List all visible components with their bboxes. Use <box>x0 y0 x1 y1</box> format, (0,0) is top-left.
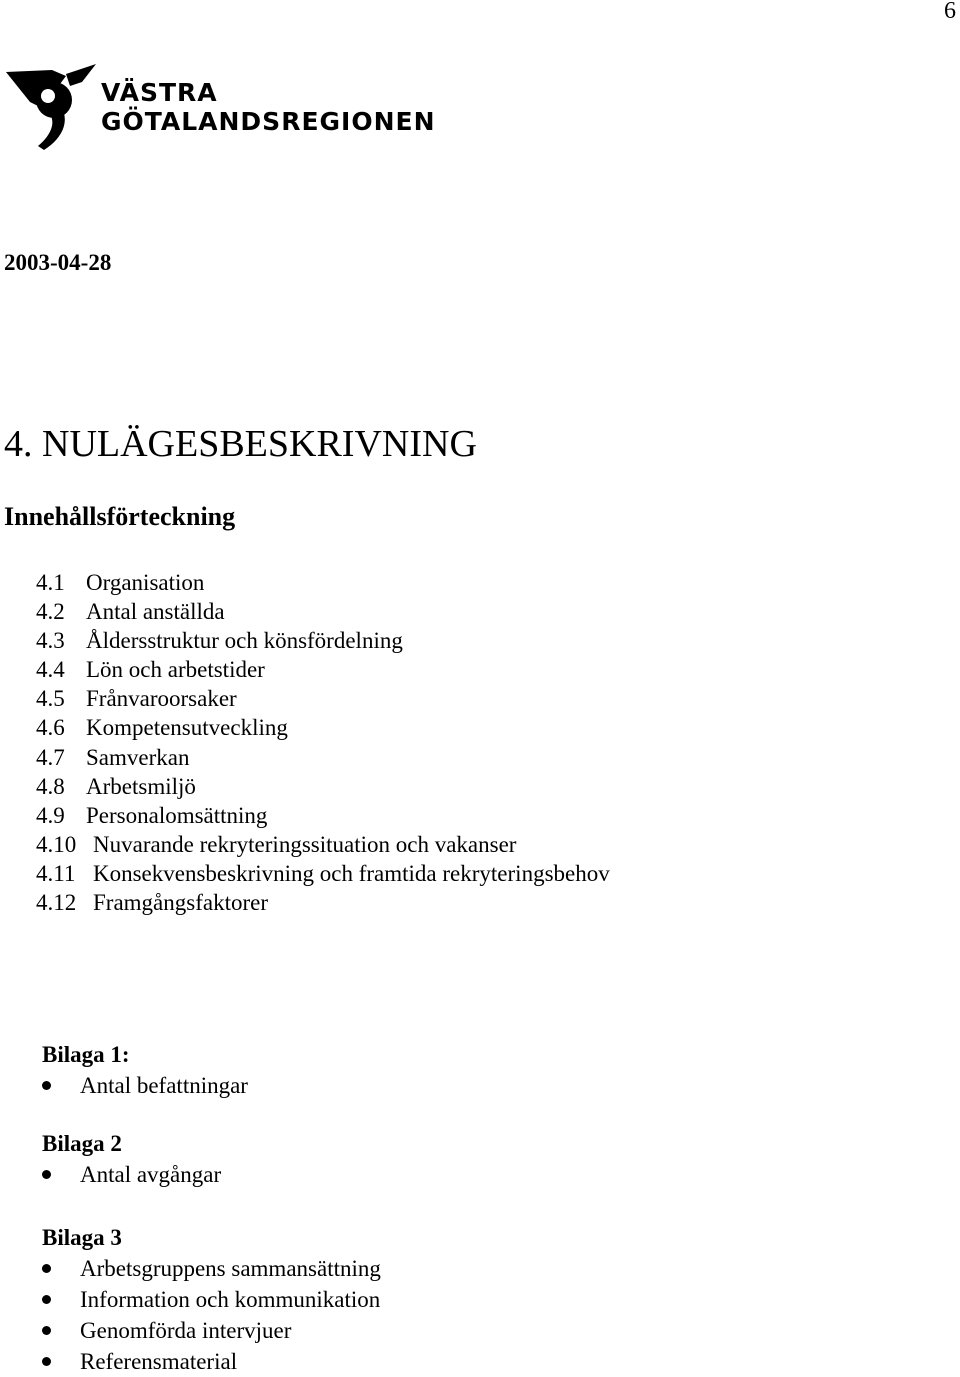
toc-item <box>36 568 610 597</box>
list-item-text: Genomförda intervjuer <box>80 1318 292 1343</box>
toc-item-label: Konsekvensbeskrivning och framtida rekryteringsbehov <box>93 860 610 886</box>
list-item <box>42 1253 381 1284</box>
appendix-1 <box>42 1040 248 1101</box>
bullet-icon <box>42 1081 51 1090</box>
appendix-title: Bilaga 1: <box>42 1042 130 1067</box>
organization-logo <box>4 62 436 154</box>
toc-item-number: 4.9 <box>36 802 65 828</box>
toc-item-label: Frånvaroorsaker <box>86 686 237 712</box>
list-item <box>42 1284 381 1315</box>
list-item-text: Antal befattningar <box>80 1073 248 1098</box>
toc-item-label: Samverkan <box>86 744 190 770</box>
list-item <box>42 1346 381 1377</box>
toc-item <box>36 655 610 684</box>
list-item-text: Referensmaterial <box>80 1349 238 1374</box>
logo-wordmark <box>101 78 436 136</box>
page-number: 6 <box>944 0 956 24</box>
toc-item <box>36 801 610 830</box>
logo-line-1: VÄSTRA <box>101 78 218 107</box>
document-date: 2003-04-28 <box>4 250 112 275</box>
toc-item <box>36 626 610 655</box>
bullet-icon <box>42 1264 51 1273</box>
list-item <box>42 1315 381 1346</box>
toc-item-label: Organisation <box>86 570 205 595</box>
toc-item-label: Framgångsfaktorer <box>93 890 268 916</box>
toc-item-number: 4.10 <box>36 831 77 857</box>
appendix-list <box>42 1253 381 1377</box>
toc-item-number: 4.6 <box>36 715 65 741</box>
toc-item-label: Antal anställda <box>86 599 225 625</box>
vastra-gotalandsregionen-emblem-icon <box>4 62 100 154</box>
toc-item <box>36 888 610 917</box>
toc-item-label: Lön och arbetstider <box>86 657 265 683</box>
toc-item-label: Personalomsättning <box>86 802 268 828</box>
toc-item-label: Arbetsmiljö <box>86 773 196 799</box>
toc-item-label: Kompetensutveckling <box>86 715 288 741</box>
toc-item <box>36 743 610 772</box>
appendix-list <box>42 1070 248 1101</box>
table-of-contents <box>36 568 610 917</box>
toc-item-number: 4.11 <box>36 860 76 886</box>
appendix-list <box>42 1159 221 1190</box>
toc-item <box>36 597 610 626</box>
toc-item-number: 4.3 <box>36 628 65 654</box>
appendix-2 <box>42 1129 221 1190</box>
toc-item-label: Åldersstruktur och könsfördelning <box>86 628 403 654</box>
toc-item-number: 4.2 <box>36 599 65 625</box>
bullet-icon <box>42 1357 51 1366</box>
list-item <box>42 1070 248 1101</box>
toc-item-number: 4.12 <box>36 890 77 916</box>
bullet-icon <box>42 1170 51 1179</box>
toc-item-number: 4.7 <box>36 744 65 770</box>
appendix-title: Bilaga 3 <box>42 1225 122 1250</box>
toc-item <box>36 859 610 888</box>
list-item-text: Antal avgångar <box>80 1162 222 1187</box>
toc-item-number: 4.8 <box>36 773 65 799</box>
toc-heading: Innehållsförteckning <box>4 502 236 531</box>
toc-item <box>36 772 610 801</box>
bullet-icon <box>42 1295 51 1304</box>
toc-item <box>36 684 610 713</box>
appendix-title: Bilaga 2 <box>42 1131 122 1156</box>
toc-item <box>36 830 610 859</box>
toc-item-label: Nuvarande rekryteringssituation och vakanser <box>93 831 517 857</box>
chapter-title: 4. NULÄGESBESKRIVNING <box>4 423 477 465</box>
list-item-text: Arbetsgruppens sammansättning <box>80 1256 381 1281</box>
bullet-icon <box>42 1326 51 1335</box>
toc-item-number: 4.5 <box>36 686 65 712</box>
toc-item-number: 4.1 <box>36 570 65 595</box>
logo-line-2: GÖTALANDSREGIONEN <box>101 107 436 136</box>
toc-item <box>36 713 610 742</box>
appendix-3 <box>42 1223 381 1377</box>
list-item <box>42 1159 221 1190</box>
list-item-text: Information och kommunikation <box>80 1287 381 1312</box>
toc-item-number: 4.4 <box>36 657 65 683</box>
